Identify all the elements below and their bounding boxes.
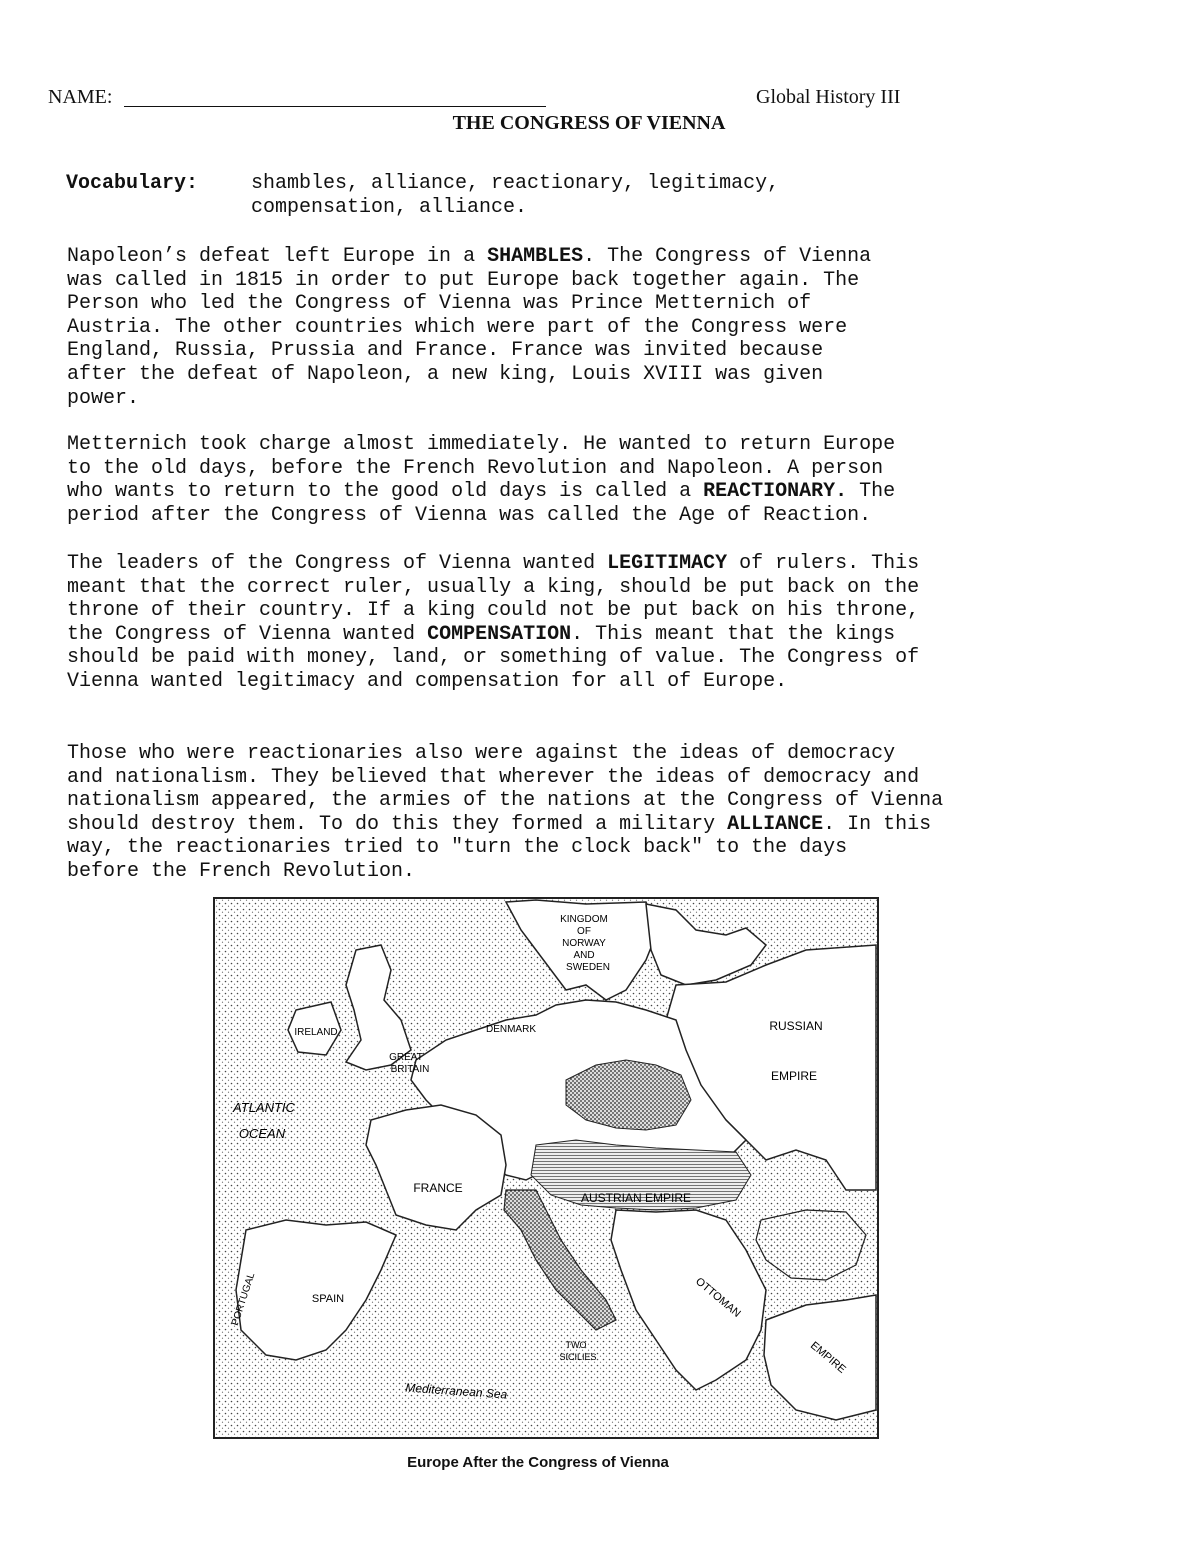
map-label-denmark: DENMARK [485, 1024, 537, 1035]
map-label-france: FRANCE [413, 1181, 463, 1195]
paragraph-text: Metternich took charge almost immediately. He wanted to return Europe to the old days, before the French Revolution and Napoleon. A person who wants to return to the good old days is called a [67, 433, 896, 504]
map-label-sweden-3: NORWAY [562, 938, 606, 949]
name-blank-line[interactable] [124, 106, 546, 107]
term-shambles: SHAMBLES [487, 245, 584, 268]
paragraph-text: . This meant that the kings should be paid with money, land, or something of value. The Congress of Vienna wanted legitimacy and compensation for all of Europe. [67, 622, 920, 693]
map-label-russian-empire: EMPIRE [770, 1069, 818, 1083]
europe-map [206, 890, 886, 1446]
paragraph-reactionary [67, 433, 1007, 527]
map-caption: Europe After the Congress of Vienna [407, 1454, 669, 1471]
term-legitimacy: LEGITIMACY [607, 552, 728, 575]
map-label-sweden-5: SWEDEN [566, 962, 610, 973]
map-label-sweden-2: OF [577, 926, 591, 937]
map-label-mediterranean: Mediterranean Sea [404, 1380, 508, 1402]
vocabulary-list-line1: shambles, alliance, reactionary, legitimacy, [251, 172, 780, 195]
map-label-sweden-1: KINGDOM [560, 914, 608, 925]
map-label-ireland: IRELAND [294, 1027, 338, 1038]
term-alliance: ALLIANCE [727, 812, 824, 836]
paragraph-text: . In this way, the reactionaries tried to "turn the clock back" to the days before the French Revolution. [67, 812, 932, 883]
map-label-sweden-4: AND [573, 950, 595, 961]
term-reactionary: REACTIONARY. [703, 480, 848, 504]
paragraph-text: The period after the Congress of Vienna was called the Age of Reaction. [67, 480, 896, 527]
paragraph-alliance [67, 742, 1007, 884]
map-label-empire: EMPIRE [807, 1339, 848, 1376]
paragraph-text: Napoleon’s defeat left Europe in a [67, 245, 488, 268]
name-label: NAME: [48, 86, 113, 108]
paragraph-shambles [67, 245, 1007, 410]
paragraph-text: The leaders of the Congress of Vienna wanted [67, 552, 608, 575]
map-label-ottoman: OTTOMAN [693, 1275, 743, 1320]
map-label-spain: SPAIN [311, 1293, 345, 1305]
paragraph-text: Those who were reactionaries also were against the ideas of democracy and nationalism. They believed that wherever the ideas of democracy and nationalism appeared, the armies of the nations at the Congress of Vienna should destroy them. To do this they formed a military [67, 742, 944, 836]
vocabulary-label: Vocabulary: [66, 172, 199, 195]
map-label-russian: RUSSIAN [769, 1019, 823, 1033]
course-title: Global History III [756, 86, 901, 108]
paragraph-text: . The Congress of Vienna was called in 1815 in order to put Europe back together again. The Person who led the Congress of Vienna was Prince Metternich of Austria. The other countries which were part of the Congress were England, Russia, Prussia and France. France was invited because after the defeat of Napoleon, a new king, Louis XVIII was given power. [67, 245, 872, 410]
paragraph-text: of rulers. This meant that the correct ruler, usually a king, should be put back on the throne of their country. If a king could not be put back on his throne, the Congress of Vienna wanted [67, 552, 920, 646]
map-label-atlantic: ATLANTIC [233, 1100, 295, 1115]
vocabulary-list-line2: compensation, alliance. [251, 196, 528, 219]
paragraph-legitimacy [67, 552, 1007, 694]
map-label-britain: BRITAIN [390, 1064, 430, 1075]
map-label-sicilies: SICILIES [559, 1352, 597, 1362]
term-compensation: COMPENSATION [427, 622, 572, 646]
map-label-ocean: OCEAN [238, 1126, 286, 1141]
map-label-austrian: AUSTRIAN EMPIRE [580, 1191, 692, 1205]
map-label-portugal: PORTUGAL [229, 1271, 258, 1328]
page-title: THE CONGRESS OF VIENNA [452, 112, 726, 134]
map-label-great: GREAT [389, 1052, 423, 1063]
map-label-two: TWO [565, 1340, 587, 1350]
